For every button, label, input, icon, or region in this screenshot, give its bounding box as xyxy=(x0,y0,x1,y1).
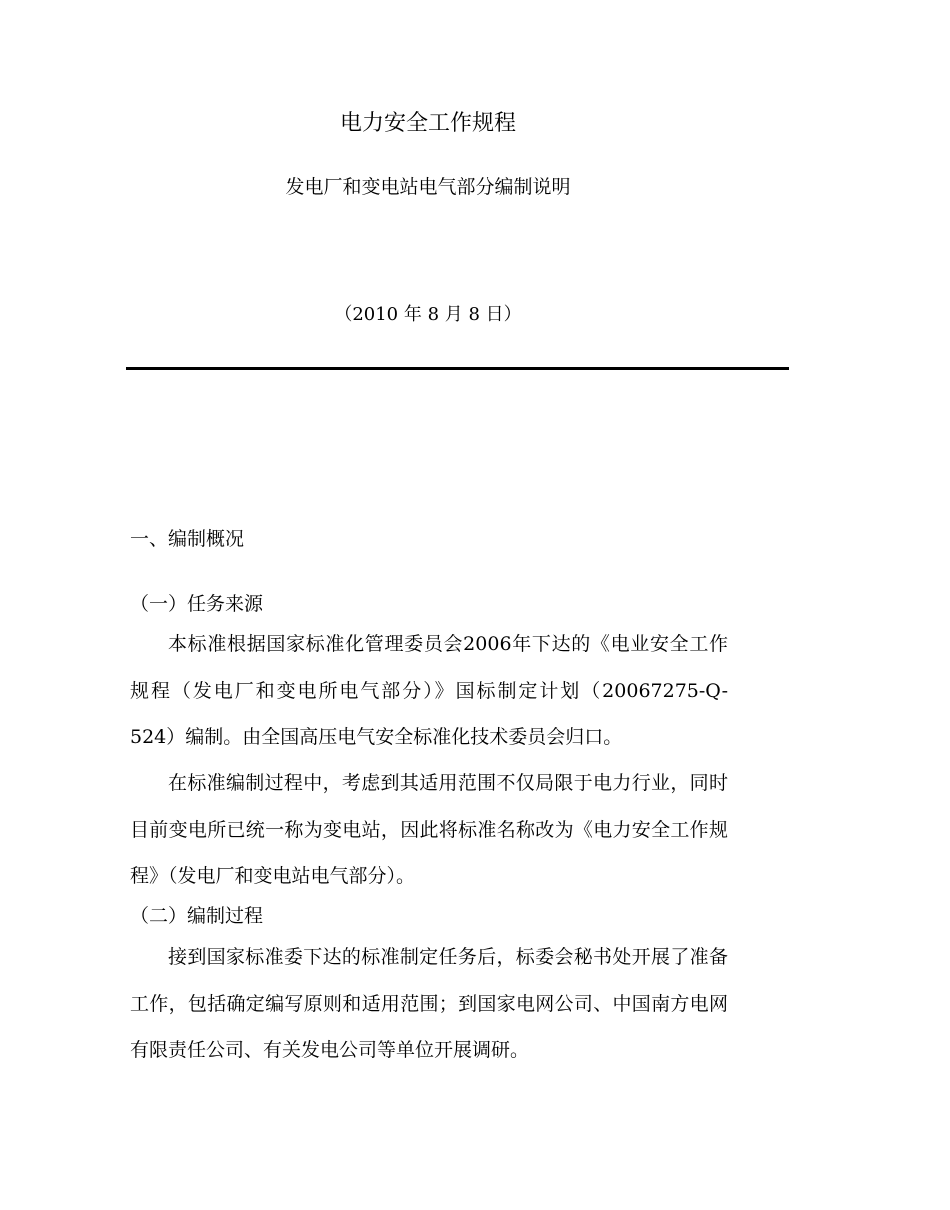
horizontal-rule xyxy=(126,367,789,370)
paragraph-task-source-2: 在标准编制过程中，考虑到其适用范围不仅局限于电力行业，同时目前变电所已统一称为变电站，因此将标准名称改为《电力安全工作规程》（发电厂和变电站电气部分）。 xyxy=(130,772,728,887)
document-subtitle: 发电厂和变电站电气部分编制说明 xyxy=(285,176,571,198)
subsection-heading-process: （二）编制过程 xyxy=(130,905,264,927)
paragraph-task-source-1: 本标准根据国家标准化管理委员会2006年下达的《电业安全工作规程（发电厂和变电所电气部分）》国标制定计划（20067275-Q-524）编制。由全国高压电气安全标准化技术委员会归口。 xyxy=(130,633,728,748)
section-heading: 一、编制概况 xyxy=(130,528,245,550)
paragraph-process-1: 接到国家标准委下达的标准制定任务后，标委会秘书处开展了准备工作，包括确定编写原则和适用范围；到国家电网公司、中国南方电网有限责任公司、有关发电公司等单位开展调研。 xyxy=(130,946,728,1061)
subsection-heading-task-source: （一）任务来源 xyxy=(130,593,264,615)
document-title: 电力安全工作规程 xyxy=(339,111,516,136)
document-date: （2010 年 8 月 8 日） xyxy=(334,304,522,325)
